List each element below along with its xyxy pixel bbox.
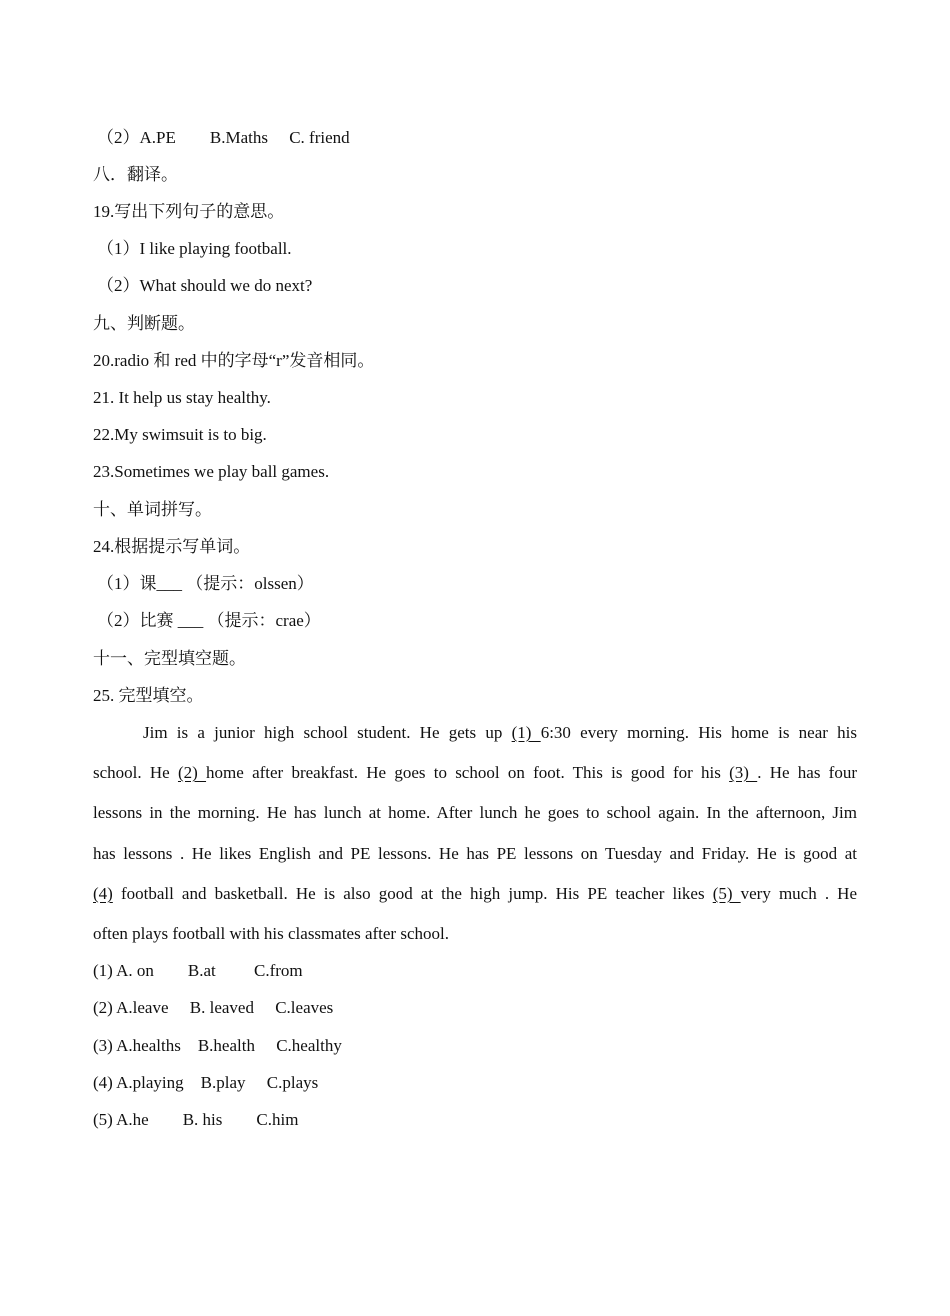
passage-line-3 — [93, 802, 857, 824]
passage-text: often plays football with his classmates after school. — [93, 924, 449, 943]
question-23: 23.Sometimes we play ball games. — [93, 462, 330, 481]
question-19: 19.写出下列句子的意思。 — [93, 202, 285, 221]
passage-text: school. He — [93, 763, 170, 782]
section-9-heading: 九、判断题。 — [93, 314, 195, 333]
blank-4: (4) — [93, 884, 113, 903]
passage-text: 6:30 every morning. His home is near his — [540, 723, 857, 742]
blank-1: (1) — [511, 723, 541, 742]
blank-5: (5) — [712, 884, 741, 903]
passage-text: has lessons . He likes English and PE lessons. He has PE lessons on Tuesday and Friday. He is good at — [93, 844, 857, 863]
passage-line-2 — [93, 762, 857, 784]
answer-options-1: (1) A. on B.at C.from — [93, 961, 303, 980]
passage-line-1 — [93, 722, 857, 744]
passage-text: . He has four — [757, 763, 858, 782]
passage-text: football and basketball. He is also good at the high jump. His PE teacher likes — [120, 884, 705, 903]
q18-option-line: （2）A.PE B.Maths C. friend — [97, 128, 350, 147]
passage-text: lessons in the morning. He has lunch at home. After lunch he goes to school again. In the afternoon, Jim — [93, 803, 857, 822]
passage-text: Jim is a junior high school student. He gets up — [143, 723, 503, 742]
answer-options-3: (3) A.healths B.health C.healthy — [93, 1036, 342, 1055]
section-10-heading: 十、单词拼写。 — [93, 500, 212, 519]
question-19-item-1: （1）I like playing football. — [97, 239, 292, 258]
blank-3: (3) — [729, 763, 758, 782]
section-8-heading: 八．翻译。 — [93, 165, 178, 184]
question-19-item-2: （2）What should we do next? — [97, 276, 313, 295]
passage-line-5 — [93, 883, 857, 905]
blank-2: (2) — [177, 763, 207, 782]
question-24-item-2: （2）比赛 ___ （提示：crae） — [97, 611, 321, 630]
passage-line-6 — [93, 923, 857, 945]
question-25: 25. 完型填空。 — [93, 686, 204, 705]
passage-text: very much . He — [740, 884, 857, 903]
answer-options-5: (5) A.he B. his C.him — [93, 1110, 299, 1129]
question-24: 24.根据提示写单词。 — [93, 537, 251, 556]
question-24-item-1: （1）课___ （提示：olssen） — [97, 574, 314, 593]
question-21: 21. It help us stay healthy. — [93, 388, 271, 407]
answer-options-2: (2) A.leave B. leaved C.leaves — [93, 998, 334, 1017]
passage-line-4 — [93, 843, 857, 865]
question-20: 20.radio 和 red 中的字母“r”发音相同。 — [93, 351, 375, 370]
answer-options-4: (4) A.playing B.play C.plays — [93, 1073, 319, 1092]
question-22: 22.My swimsuit is to big. — [93, 425, 267, 444]
passage-text: home after breakfast. He goes to school on foot. This is good for his — [206, 763, 721, 782]
section-11-heading: 十一、完型填空题。 — [93, 649, 246, 668]
